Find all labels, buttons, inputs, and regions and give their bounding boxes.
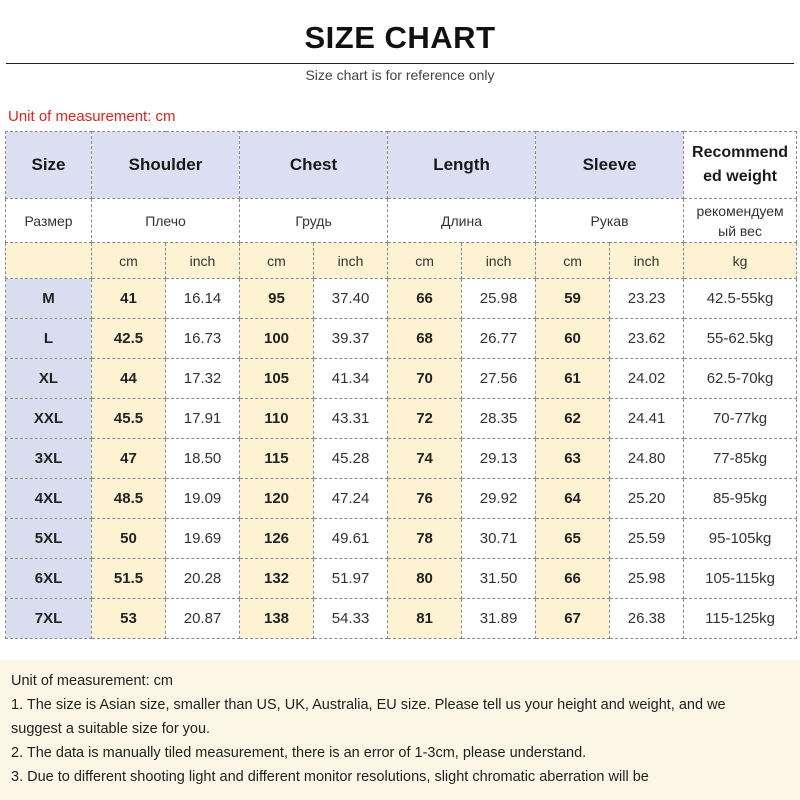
page-title: SIZE CHART <box>304 20 496 55</box>
cell-shoulder-cm: 45.5 <box>92 399 166 439</box>
unit-length-inch: inch <box>462 243 536 279</box>
unit-sleeve-cm: cm <box>536 243 610 279</box>
cell-shoulder-in: 18.50 <box>166 439 240 479</box>
cell-length-in: 31.50 <box>462 559 536 599</box>
cell-length-in: 27.56 <box>462 359 536 399</box>
cell-length-cm: 74 <box>388 439 462 479</box>
cell-shoulder-cm: 48.5 <box>92 479 166 519</box>
header-length: Length <box>388 132 536 199</box>
cell-length-cm: 66 <box>388 279 462 319</box>
table-row <box>6 479 797 519</box>
cell-size: XXL <box>6 399 92 439</box>
table-row <box>6 279 797 319</box>
cell-sleeve-cm: 61 <box>536 359 610 399</box>
header-weight-line-1: Recommend <box>692 144 789 161</box>
header-sleeve: Sleeve <box>536 132 684 199</box>
header-chest: Chest <box>240 132 388 199</box>
cell-size: XL <box>6 359 92 399</box>
cell-shoulder-in: 17.91 <box>166 399 240 439</box>
cell-sleeve-cm: 67 <box>536 599 610 639</box>
cell-weight: 42.5-55kg <box>684 279 797 319</box>
cell-length-cm: 78 <box>388 519 462 559</box>
cell-weight: 55-62.5kg <box>684 319 797 359</box>
note-2: 2. The data is manually tiled measurement, there is an error of 1-3cm, please understand. <box>11 745 587 761</box>
cell-size: 5XL <box>6 519 92 559</box>
cell-chest-in: 49.61 <box>314 519 388 559</box>
cell-chest-in: 51.97 <box>314 559 388 599</box>
header-chest-ru: Грудь <box>240 199 388 243</box>
note-1: 1. The size is Asian size, smaller than US, UK, Australia, EU size. Please tell us your height and weight, and we <box>11 697 726 713</box>
header-row-english <box>6 132 797 199</box>
notes-panel <box>0 660 800 800</box>
cell-chest-cm: 120 <box>240 479 314 519</box>
cell-sleeve-in: 24.02 <box>610 359 684 399</box>
note-3: 3. Due to different shooting light and different monitor resolutions, slight chromatic aberration will be <box>11 769 649 785</box>
cell-chest-in: 54.33 <box>314 599 388 639</box>
cell-size: 4XL <box>6 479 92 519</box>
header-weight <box>684 132 797 199</box>
cell-shoulder-cm: 41 <box>92 279 166 319</box>
header-length-ru: Длина <box>388 199 536 243</box>
cell-size: 7XL <box>6 599 92 639</box>
table-row <box>6 519 797 559</box>
cell-sleeve-in: 23.23 <box>610 279 684 319</box>
table-row <box>6 359 797 399</box>
cell-sleeve-cm: 60 <box>536 319 610 359</box>
cell-sleeve-in: 23.62 <box>610 319 684 359</box>
cell-sleeve-in: 25.20 <box>610 479 684 519</box>
cell-chest-in: 37.40 <box>314 279 388 319</box>
header-weight-ru <box>684 199 797 243</box>
cell-sleeve-in: 24.41 <box>610 399 684 439</box>
cell-length-in: 25.98 <box>462 279 536 319</box>
cell-weight: 85-95kg <box>684 479 797 519</box>
cell-size: L <box>6 319 92 359</box>
unit-sleeve-inch: inch <box>610 243 684 279</box>
unit-shoulder-cm: cm <box>92 243 166 279</box>
note-1-continued: suggest a suitable size for you. <box>11 721 211 737</box>
cell-shoulder-cm: 50 <box>92 519 166 559</box>
table-row <box>6 559 797 599</box>
unit-row <box>6 243 797 279</box>
unit-length-cm: cm <box>388 243 462 279</box>
cell-sleeve-cm: 62 <box>536 399 610 439</box>
header-size: Size <box>6 132 92 199</box>
header-sleeve-ru: Рукав <box>536 199 684 243</box>
cell-length-cm: 76 <box>388 479 462 519</box>
cell-length-cm: 81 <box>388 599 462 639</box>
cell-weight: 105-115kg <box>684 559 797 599</box>
cell-chest-cm: 126 <box>240 519 314 559</box>
cell-sleeve-cm: 63 <box>536 439 610 479</box>
cell-shoulder-cm: 42.5 <box>92 319 166 359</box>
cell-size: 3XL <box>6 439 92 479</box>
table-row <box>6 319 797 359</box>
cell-chest-in: 43.31 <box>314 399 388 439</box>
size-chart-table <box>5 131 797 639</box>
cell-chest-cm: 95 <box>240 279 314 319</box>
cell-chest-in: 45.28 <box>314 439 388 479</box>
cell-length-cm: 70 <box>388 359 462 399</box>
cell-shoulder-cm: 51.5 <box>92 559 166 599</box>
page-subtitle: Size chart is for reference only <box>305 67 495 83</box>
cell-sleeve-cm: 65 <box>536 519 610 559</box>
cell-shoulder-in: 20.28 <box>166 559 240 599</box>
cell-shoulder-in: 20.87 <box>166 599 240 639</box>
unit-note: Unit of measurement: cm <box>8 108 176 125</box>
cell-length-in: 29.92 <box>462 479 536 519</box>
cell-chest-in: 39.37 <box>314 319 388 359</box>
cell-weight: 115-125kg <box>684 599 797 639</box>
cell-length-in: 29.13 <box>462 439 536 479</box>
cell-length-in: 26.77 <box>462 319 536 359</box>
cell-length-cm: 68 <box>388 319 462 359</box>
cell-chest-cm: 138 <box>240 599 314 639</box>
unit-weight-kg: kg <box>684 243 797 279</box>
title-divider <box>6 63 794 64</box>
unit-blank <box>6 243 92 279</box>
cell-chest-cm: 105 <box>240 359 314 399</box>
cell-shoulder-in: 17.32 <box>166 359 240 399</box>
cell-shoulder-cm: 47 <box>92 439 166 479</box>
cell-shoulder-cm: 44 <box>92 359 166 399</box>
cell-chest-in: 47.24 <box>314 479 388 519</box>
cell-sleeve-cm: 64 <box>536 479 610 519</box>
cell-shoulder-in: 19.69 <box>166 519 240 559</box>
header-weight-line-2: ed weight <box>703 168 777 185</box>
header-shoulder: Shoulder <box>92 132 240 199</box>
header-weight-ru-line-1: рекомендуем <box>696 202 784 219</box>
unit-chest-inch: inch <box>314 243 388 279</box>
cell-length-cm: 72 <box>388 399 462 439</box>
header-row-russian <box>6 199 797 243</box>
cell-sleeve-cm: 66 <box>536 559 610 599</box>
cell-size: 6XL <box>6 559 92 599</box>
cell-weight: 95-105kg <box>684 519 797 559</box>
cell-sleeve-in: 24.80 <box>610 439 684 479</box>
cell-weight: 70-77kg <box>684 399 797 439</box>
unit-shoulder-inch: inch <box>166 243 240 279</box>
table-row <box>6 439 797 479</box>
header-shoulder-ru: Плечо <box>92 199 240 243</box>
cell-sleeve-in: 25.59 <box>610 519 684 559</box>
cell-shoulder-in: 16.73 <box>166 319 240 359</box>
cell-sleeve-in: 25.98 <box>610 559 684 599</box>
header-weight-ru-line-2: ый вес <box>718 222 762 239</box>
cell-length-in: 30.71 <box>462 519 536 559</box>
notes-unit: Unit of measurement: cm <box>11 673 173 689</box>
cell-weight: 77-85kg <box>684 439 797 479</box>
cell-chest-cm: 132 <box>240 559 314 599</box>
cell-chest-cm: 100 <box>240 319 314 359</box>
cell-shoulder-in: 19.09 <box>166 479 240 519</box>
cell-weight: 62.5-70kg <box>684 359 797 399</box>
cell-chest-cm: 110 <box>240 399 314 439</box>
cell-length-cm: 80 <box>388 559 462 599</box>
cell-chest-in: 41.34 <box>314 359 388 399</box>
cell-size: M <box>6 279 92 319</box>
cell-shoulder-in: 16.14 <box>166 279 240 319</box>
cell-shoulder-cm: 53 <box>92 599 166 639</box>
cell-length-in: 28.35 <box>462 399 536 439</box>
table-row <box>6 399 797 439</box>
table-row <box>6 599 797 639</box>
cell-sleeve-in: 26.38 <box>610 599 684 639</box>
cell-chest-cm: 115 <box>240 439 314 479</box>
header-size-ru: Размер <box>6 199 92 243</box>
cell-length-in: 31.89 <box>462 599 536 639</box>
cell-sleeve-cm: 59 <box>536 279 610 319</box>
unit-chest-cm: cm <box>240 243 314 279</box>
